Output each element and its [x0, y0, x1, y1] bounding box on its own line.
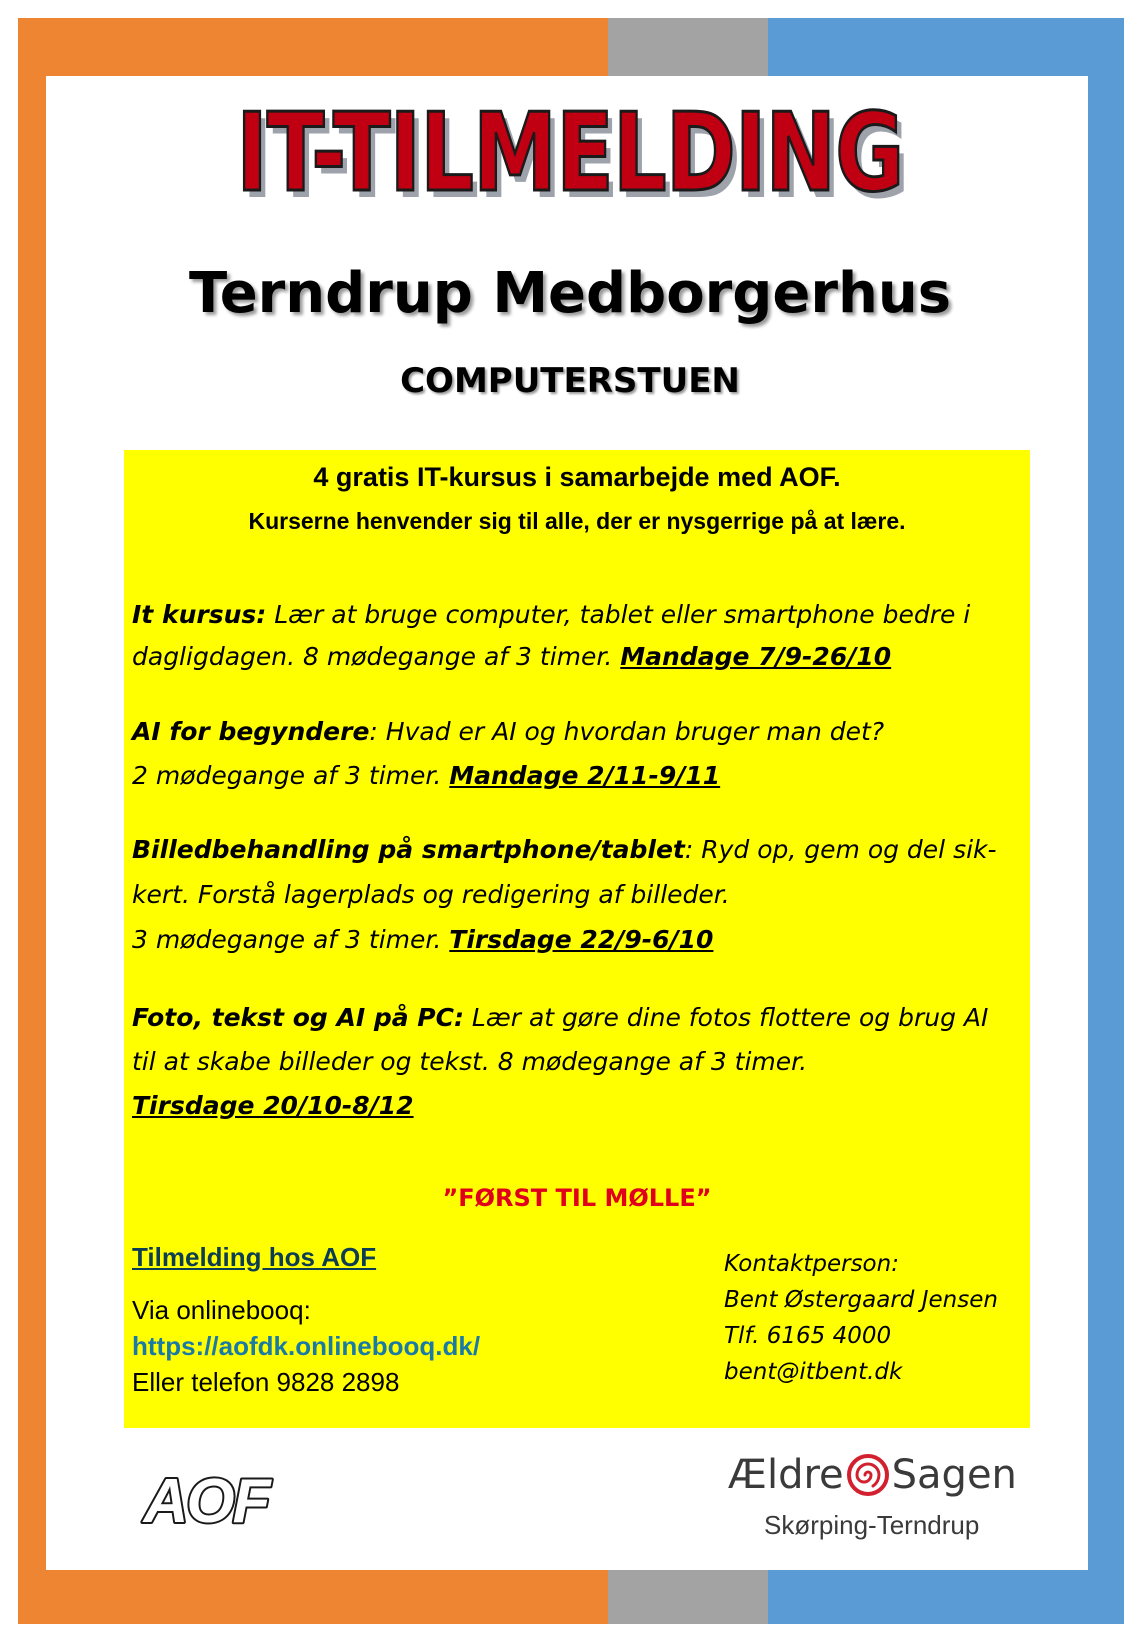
course-name: Billedbehandling på smartphone/tablet [132, 835, 685, 864]
swirl-icon [846, 1453, 890, 1497]
course-image-editing [132, 827, 1012, 962]
contact-email[interactable]: bent@itbent.dk [724, 1359, 903, 1385]
course-dates: Tirsdage 22/9-6/10 [449, 925, 714, 954]
course-info-box [124, 450, 1030, 1428]
aeldre-sagen-logo [728, 1444, 1028, 1548]
intro-line-1: 4 gratis IT-kursus i samarbejde med AOF. [313, 462, 841, 492]
aof-logo-text: AOF [143, 1467, 269, 1532]
signup-section [132, 1240, 632, 1400]
course-name: AI for begyndere [132, 717, 370, 746]
contact-name: Bent Østergaard Jensen [724, 1287, 998, 1313]
course-text: Lær at bruge computer, tablet eller smartphone bedre i [266, 600, 971, 629]
course-ai-beginners [132, 710, 1012, 798]
aeldre-logo-subtitle: Skørping-Terndrup [764, 1510, 980, 1540]
course-text: : Ryd op, gem og del sik- [684, 835, 997, 864]
poster-headline: IT-TILMELDING [236, 91, 904, 216]
course-dates: Mandage 7/9-26/10 [620, 642, 892, 671]
contact-section [724, 1246, 1024, 1390]
course-it [132, 594, 1012, 678]
course-dates: Tirsdage 20/10-8/12 [132, 1091, 414, 1120]
course-dates: Mandage 2/11-9/11 [449, 761, 721, 790]
call-to-action: ”FØRST TIL MØLLE” [442, 1184, 712, 1212]
intro-line-2: Kurserne henvender sig til alle, der er nysgerrige på at lære. [248, 508, 906, 534]
aeldre-logo-word-left: Ældre [728, 1452, 844, 1498]
course-text: 2 mødegange af 3 timer. [132, 761, 450, 790]
course-name: Foto, tekst og AI på PC: [132, 1003, 464, 1032]
course-name: It kursus: [132, 600, 267, 629]
course-text: dagligdagen. 8 mødegange af 3 timer. [132, 642, 621, 671]
course-text: : Hvad er AI og hvordan bruger man det? [369, 717, 885, 746]
signup-via: Via onlinebooq: [132, 1295, 311, 1325]
venue-title: Terndrup Medborgerhus [188, 261, 952, 326]
course-text: kert. Forstå lagerplads og redigering af billeder. [132, 880, 730, 909]
signup-title: Tilmelding hos AOF [132, 1242, 377, 1272]
course-text: til at skabe billeder og tekst. 8 mødegange af 3 timer. [132, 1047, 808, 1076]
course-text: Lær at gøre dine fotos flottere og brug AI [463, 1003, 989, 1032]
aof-logo [130, 1466, 282, 1532]
signup-link[interactable]: https://aofdk.onlinebooq.dk/ [132, 1331, 481, 1361]
contact-label: Kontaktperson: [724, 1251, 899, 1277]
course-text: 3 mødegange af 3 timer. [132, 925, 450, 954]
room-title: COMPUTERSTUEN [400, 361, 740, 401]
course-photo-text-ai [132, 996, 1012, 1128]
contact-phone: Tlf. 6165 4000 [724, 1323, 892, 1349]
aeldre-logo-word-right: Sagen [891, 1452, 1017, 1498]
signup-phone: Eller telefon 9828 2898 [132, 1367, 400, 1397]
